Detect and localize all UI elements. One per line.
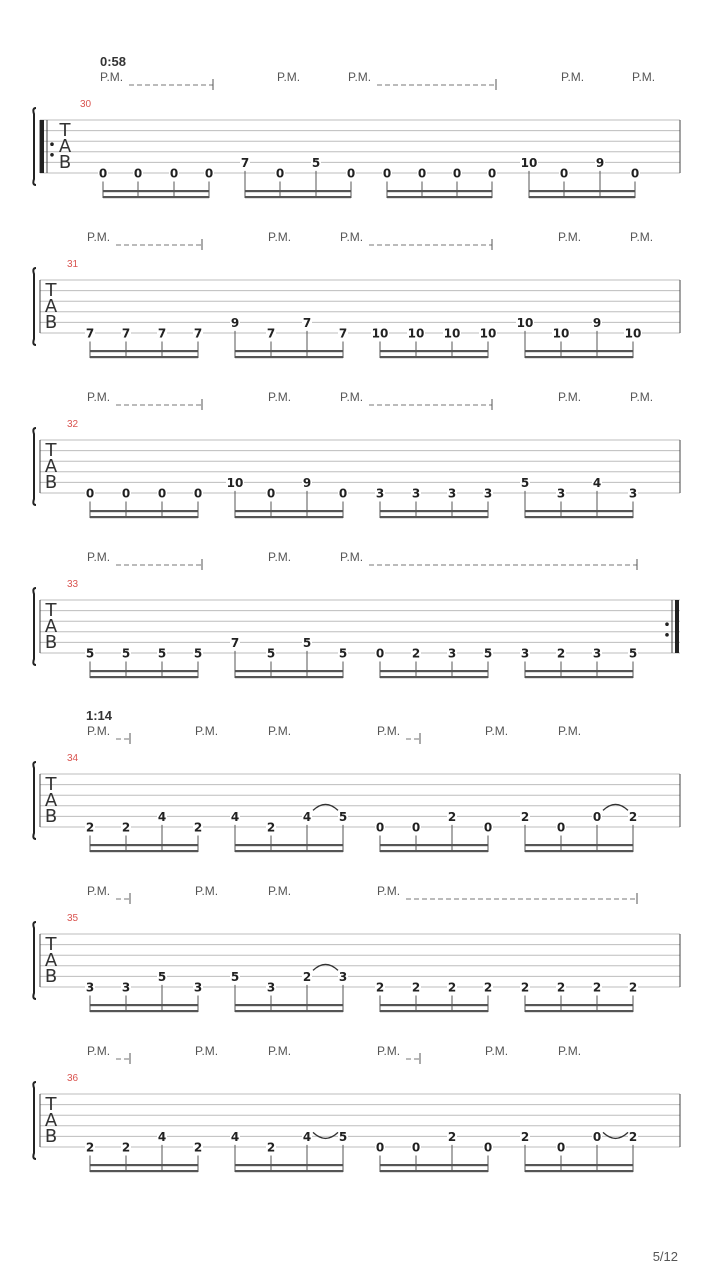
fret-number: 5 bbox=[157, 646, 167, 661]
palm-mute-label: P.M. bbox=[87, 724, 111, 738]
tie-arc bbox=[313, 1132, 338, 1138]
beam-secondary bbox=[235, 850, 343, 852]
palm-mute-label: P.M. bbox=[340, 550, 364, 564]
fret-number: 2 bbox=[85, 820, 95, 835]
tab-clef-letter: A bbox=[44, 790, 58, 811]
measure-number: 35 bbox=[67, 913, 79, 924]
fret-number: 7 bbox=[157, 326, 167, 341]
palm-mute-label: P.M. bbox=[195, 1044, 219, 1058]
palm-mute-label: P.M. bbox=[268, 884, 292, 898]
fret-number: 0 bbox=[375, 820, 385, 835]
fret-number: 2 bbox=[447, 980, 457, 995]
fret-number: 2 bbox=[628, 1129, 638, 1144]
beam-primary bbox=[525, 510, 633, 512]
beam-secondary bbox=[90, 516, 198, 518]
palm-mute-label: P.M. bbox=[268, 230, 292, 244]
page-number: 5/12 bbox=[652, 1249, 678, 1264]
fret-number: 10 bbox=[371, 326, 389, 341]
fret-number: 7 bbox=[338, 326, 348, 341]
beam-primary bbox=[90, 1164, 198, 1166]
tab-clef-letter: B bbox=[58, 152, 72, 173]
palm-mute-label: P.M. bbox=[485, 1044, 509, 1058]
fret-number: 9 bbox=[230, 315, 240, 330]
fret-number: 10 bbox=[516, 315, 534, 330]
system-bracket bbox=[33, 428, 36, 505]
beam-secondary bbox=[380, 676, 488, 678]
palm-mute-label: P.M. bbox=[558, 724, 582, 738]
repeat-dot bbox=[50, 153, 54, 157]
beam-primary bbox=[90, 350, 198, 352]
fret-number: 2 bbox=[556, 646, 566, 661]
fret-number: 5 bbox=[311, 155, 321, 170]
fret-number: 2 bbox=[520, 980, 530, 995]
fret-number: 0 bbox=[452, 166, 462, 181]
palm-mute-label: P.M. bbox=[348, 70, 372, 84]
beam-primary bbox=[235, 1164, 343, 1166]
beam-primary bbox=[525, 1164, 633, 1166]
beam-primary bbox=[90, 510, 198, 512]
palm-mute-label: P.M. bbox=[277, 70, 301, 84]
system-bracket bbox=[33, 268, 36, 345]
tab-clef-letter: B bbox=[44, 1126, 58, 1147]
fret-number: 2 bbox=[266, 820, 276, 835]
beam-primary bbox=[235, 1004, 343, 1006]
fret-number: 3 bbox=[592, 646, 602, 661]
fret-number: 0 bbox=[417, 166, 427, 181]
fret-number: 4 bbox=[302, 809, 312, 824]
palm-mute-label: P.M. bbox=[632, 70, 656, 84]
palm-mute-label: P.M. bbox=[630, 230, 654, 244]
repeat-dot bbox=[50, 142, 54, 146]
fret-number: 5 bbox=[520, 475, 530, 490]
palm-mute-label: P.M. bbox=[195, 724, 219, 738]
tab-clef-letter: B bbox=[44, 312, 58, 333]
fret-number: 0 bbox=[411, 1140, 421, 1155]
fret-number: 5 bbox=[338, 809, 348, 824]
system-bracket bbox=[33, 922, 36, 999]
fret-number: 0 bbox=[375, 1140, 385, 1155]
fret-number: 0 bbox=[487, 166, 497, 181]
fret-number: 0 bbox=[193, 486, 203, 501]
fret-number: 0 bbox=[411, 820, 421, 835]
tab-clef-letter: T bbox=[45, 440, 57, 461]
tab-clef-letter: B bbox=[44, 632, 58, 653]
measure-number: 33 bbox=[67, 579, 79, 590]
measure-number: 30 bbox=[80, 99, 92, 110]
repeat-dot bbox=[665, 622, 669, 626]
fret-number: 0 bbox=[483, 1140, 493, 1155]
palm-mute-label: P.M. bbox=[268, 724, 292, 738]
beam-primary bbox=[245, 190, 351, 192]
beam-primary bbox=[525, 844, 633, 846]
beam-secondary bbox=[90, 676, 198, 678]
fret-number: 7 bbox=[121, 326, 131, 341]
beam-secondary bbox=[525, 516, 633, 518]
tab-clef-letter: T bbox=[45, 934, 57, 955]
fret-number: 0 bbox=[556, 1140, 566, 1155]
palm-mute-label: P.M. bbox=[377, 724, 401, 738]
beam-secondary bbox=[235, 1170, 343, 1172]
fret-number: 2 bbox=[193, 820, 203, 835]
fret-number: 5 bbox=[85, 646, 95, 661]
palm-mute-label: P.M. bbox=[377, 1044, 401, 1058]
beam-primary bbox=[380, 844, 488, 846]
palm-mute-label: P.M. bbox=[340, 390, 364, 404]
beam-primary bbox=[235, 844, 343, 846]
fret-number: 3 bbox=[483, 486, 493, 501]
beam-primary bbox=[525, 670, 633, 672]
system-bracket bbox=[33, 762, 36, 839]
fret-number: 10 bbox=[552, 326, 570, 341]
fret-number: 0 bbox=[592, 1129, 602, 1144]
fret-number: 4 bbox=[157, 809, 167, 824]
palm-mute-label: P.M. bbox=[561, 70, 585, 84]
fret-number: 4 bbox=[230, 809, 240, 824]
palm-mute-label: P.M. bbox=[268, 1044, 292, 1058]
tab-clef-letter: B bbox=[44, 966, 58, 987]
system-bracket bbox=[33, 108, 36, 185]
fret-number: 2 bbox=[483, 980, 493, 995]
beam-secondary bbox=[380, 1170, 488, 1172]
fret-number: 10 bbox=[226, 475, 244, 490]
repeat-dot bbox=[665, 633, 669, 637]
beam-secondary bbox=[103, 196, 209, 198]
fret-number: 0 bbox=[338, 486, 348, 501]
system-bracket bbox=[33, 1082, 36, 1159]
beam-primary bbox=[235, 510, 343, 512]
beam-secondary bbox=[525, 676, 633, 678]
tab-clef-letter: B bbox=[44, 472, 58, 493]
palm-mute-label: P.M. bbox=[340, 230, 364, 244]
tab-clef-letter: T bbox=[45, 774, 57, 795]
beam-primary bbox=[380, 670, 488, 672]
fret-number: 10 bbox=[443, 326, 461, 341]
fret-number: 2 bbox=[628, 809, 638, 824]
fret-number: 2 bbox=[121, 820, 131, 835]
palm-mute-label: P.M. bbox=[630, 390, 654, 404]
beam-secondary bbox=[380, 516, 488, 518]
fret-number: 3 bbox=[411, 486, 421, 501]
fret-number: 7 bbox=[266, 326, 276, 341]
fret-number: 3 bbox=[85, 980, 95, 995]
fret-number: 0 bbox=[157, 486, 167, 501]
fret-number: 0 bbox=[346, 166, 356, 181]
fret-number: 2 bbox=[520, 1129, 530, 1144]
beam-primary bbox=[380, 1004, 488, 1006]
tab-clef-letter: B bbox=[44, 806, 58, 827]
fret-number: 0 bbox=[204, 166, 214, 181]
beam-primary bbox=[529, 190, 635, 192]
fret-number: 0 bbox=[556, 820, 566, 835]
beam-secondary bbox=[235, 1010, 343, 1012]
measure-number: 36 bbox=[67, 1073, 79, 1084]
tab-clef-letter: A bbox=[44, 296, 58, 317]
beam-primary bbox=[525, 350, 633, 352]
fret-number: 9 bbox=[595, 155, 605, 170]
system-bracket bbox=[33, 588, 36, 665]
fret-number: 2 bbox=[411, 646, 421, 661]
beam-secondary bbox=[245, 196, 351, 198]
beam-secondary bbox=[235, 676, 343, 678]
fret-number: 3 bbox=[556, 486, 566, 501]
beam-secondary bbox=[525, 1170, 633, 1172]
fret-number: 3 bbox=[520, 646, 530, 661]
fret-number: 5 bbox=[338, 646, 348, 661]
palm-mute-label: P.M. bbox=[87, 390, 111, 404]
fret-number: 3 bbox=[121, 980, 131, 995]
palm-mute-label: P.M. bbox=[268, 550, 292, 564]
fret-number: 0 bbox=[382, 166, 392, 181]
fret-number: 2 bbox=[592, 980, 602, 995]
fret-number: 2 bbox=[447, 809, 457, 824]
fret-number: 0 bbox=[121, 486, 131, 501]
fret-number: 0 bbox=[559, 166, 569, 181]
beam-primary bbox=[103, 190, 209, 192]
tie-arc bbox=[603, 1132, 628, 1138]
fret-number: 2 bbox=[266, 1140, 276, 1155]
fret-number: 2 bbox=[121, 1140, 131, 1155]
tab-clef-letter: A bbox=[44, 456, 58, 477]
time-marker: 1:14 bbox=[86, 708, 113, 723]
beam-primary bbox=[90, 844, 198, 846]
fret-number: 3 bbox=[375, 486, 385, 501]
palm-mute-label: P.M. bbox=[558, 390, 582, 404]
fret-number: 2 bbox=[520, 809, 530, 824]
beam-secondary bbox=[90, 850, 198, 852]
tab-clef-letter: A bbox=[44, 950, 58, 971]
fret-number: 0 bbox=[85, 486, 95, 501]
fret-number: 0 bbox=[483, 820, 493, 835]
fret-number: 0 bbox=[266, 486, 276, 501]
beam-secondary bbox=[529, 196, 635, 198]
fret-number: 0 bbox=[630, 166, 640, 181]
fret-number: 5 bbox=[483, 646, 493, 661]
fret-number: 7 bbox=[193, 326, 203, 341]
palm-mute-label: P.M. bbox=[87, 1044, 111, 1058]
palm-mute-label: P.M. bbox=[558, 1044, 582, 1058]
fret-number: 2 bbox=[556, 980, 566, 995]
fret-number: 5 bbox=[157, 969, 167, 984]
beam-secondary bbox=[90, 1170, 198, 1172]
fret-number: 2 bbox=[628, 980, 638, 995]
fret-number: 5 bbox=[121, 646, 131, 661]
beam-primary bbox=[380, 350, 488, 352]
palm-mute-label: P.M. bbox=[87, 884, 111, 898]
fret-number: 5 bbox=[302, 635, 312, 650]
palm-mute-label: P.M. bbox=[87, 550, 111, 564]
fret-number: 3 bbox=[193, 980, 203, 995]
fret-number: 2 bbox=[375, 980, 385, 995]
fret-number: 5 bbox=[266, 646, 276, 661]
tab-clef-letter: T bbox=[45, 280, 57, 301]
tab-clef-letter: A bbox=[58, 136, 72, 157]
fret-number: 0 bbox=[375, 646, 385, 661]
beam-secondary bbox=[380, 356, 488, 358]
fret-number: 10 bbox=[407, 326, 425, 341]
beam-secondary bbox=[90, 356, 198, 358]
beam-primary bbox=[380, 1164, 488, 1166]
time-marker: 0:58 bbox=[100, 54, 127, 69]
fret-number: 5 bbox=[230, 969, 240, 984]
beam-primary bbox=[90, 670, 198, 672]
fret-number: 7 bbox=[85, 326, 95, 341]
fret-number: 3 bbox=[628, 486, 638, 501]
fret-number: 9 bbox=[302, 475, 312, 490]
fret-number: 4 bbox=[230, 1129, 240, 1144]
fret-number: 10 bbox=[520, 155, 538, 170]
fret-number: 4 bbox=[302, 1129, 312, 1144]
measure-number: 32 bbox=[67, 419, 79, 430]
beam-secondary bbox=[525, 356, 633, 358]
fret-number: 0 bbox=[275, 166, 285, 181]
beam-secondary bbox=[90, 1010, 198, 1012]
palm-mute-label: P.M. bbox=[87, 230, 111, 244]
measure-number: 34 bbox=[67, 753, 79, 764]
palm-mute-label: P.M. bbox=[485, 724, 509, 738]
fret-number: 7 bbox=[240, 155, 250, 170]
tab-clef-letter: T bbox=[45, 600, 57, 621]
fret-number: 2 bbox=[85, 1140, 95, 1155]
fret-number: 5 bbox=[338, 1129, 348, 1144]
fret-number: 2 bbox=[411, 980, 421, 995]
beam-secondary bbox=[525, 850, 633, 852]
beam-secondary bbox=[235, 516, 343, 518]
tab-clef-letter: T bbox=[59, 120, 71, 141]
beam-secondary bbox=[380, 850, 488, 852]
fret-number: 4 bbox=[157, 1129, 167, 1144]
beam-primary bbox=[235, 670, 343, 672]
fret-number: 5 bbox=[193, 646, 203, 661]
fret-number: 0 bbox=[169, 166, 179, 181]
beam-primary bbox=[90, 1004, 198, 1006]
tab-clef-letter: T bbox=[45, 1094, 57, 1115]
fret-number: 3 bbox=[447, 486, 457, 501]
fret-number: 4 bbox=[592, 475, 602, 490]
fret-number: 0 bbox=[133, 166, 143, 181]
measure-number: 31 bbox=[67, 259, 79, 270]
fret-number: 10 bbox=[479, 326, 497, 341]
fret-number: 3 bbox=[338, 969, 348, 984]
tab-clef-letter: A bbox=[44, 1110, 58, 1131]
palm-mute-label: P.M. bbox=[268, 390, 292, 404]
palm-mute-label: P.M. bbox=[377, 884, 401, 898]
beam-secondary bbox=[387, 196, 492, 198]
beam-primary bbox=[387, 190, 492, 192]
fret-number: 3 bbox=[266, 980, 276, 995]
beam-secondary bbox=[235, 356, 343, 358]
fret-number: 0 bbox=[592, 809, 602, 824]
fret-number: 7 bbox=[230, 635, 240, 650]
fret-number: 2 bbox=[447, 1129, 457, 1144]
beam-secondary bbox=[525, 1010, 633, 1012]
palm-mute-label: P.M. bbox=[100, 70, 124, 84]
fret-number: 7 bbox=[302, 315, 312, 330]
fret-number: 2 bbox=[302, 969, 312, 984]
fret-number: 0 bbox=[98, 166, 108, 181]
fret-number: 9 bbox=[592, 315, 602, 330]
palm-mute-label: P.M. bbox=[558, 230, 582, 244]
fret-number: 10 bbox=[624, 326, 642, 341]
fret-number: 3 bbox=[447, 646, 457, 661]
tab-clef-letter: A bbox=[44, 616, 58, 637]
beam-primary bbox=[525, 1004, 633, 1006]
fret-number: 2 bbox=[193, 1140, 203, 1155]
beam-primary bbox=[235, 350, 343, 352]
beam-primary bbox=[380, 510, 488, 512]
palm-mute-label: P.M. bbox=[195, 884, 219, 898]
fret-number: 5 bbox=[628, 646, 638, 661]
beam-secondary bbox=[380, 1010, 488, 1012]
